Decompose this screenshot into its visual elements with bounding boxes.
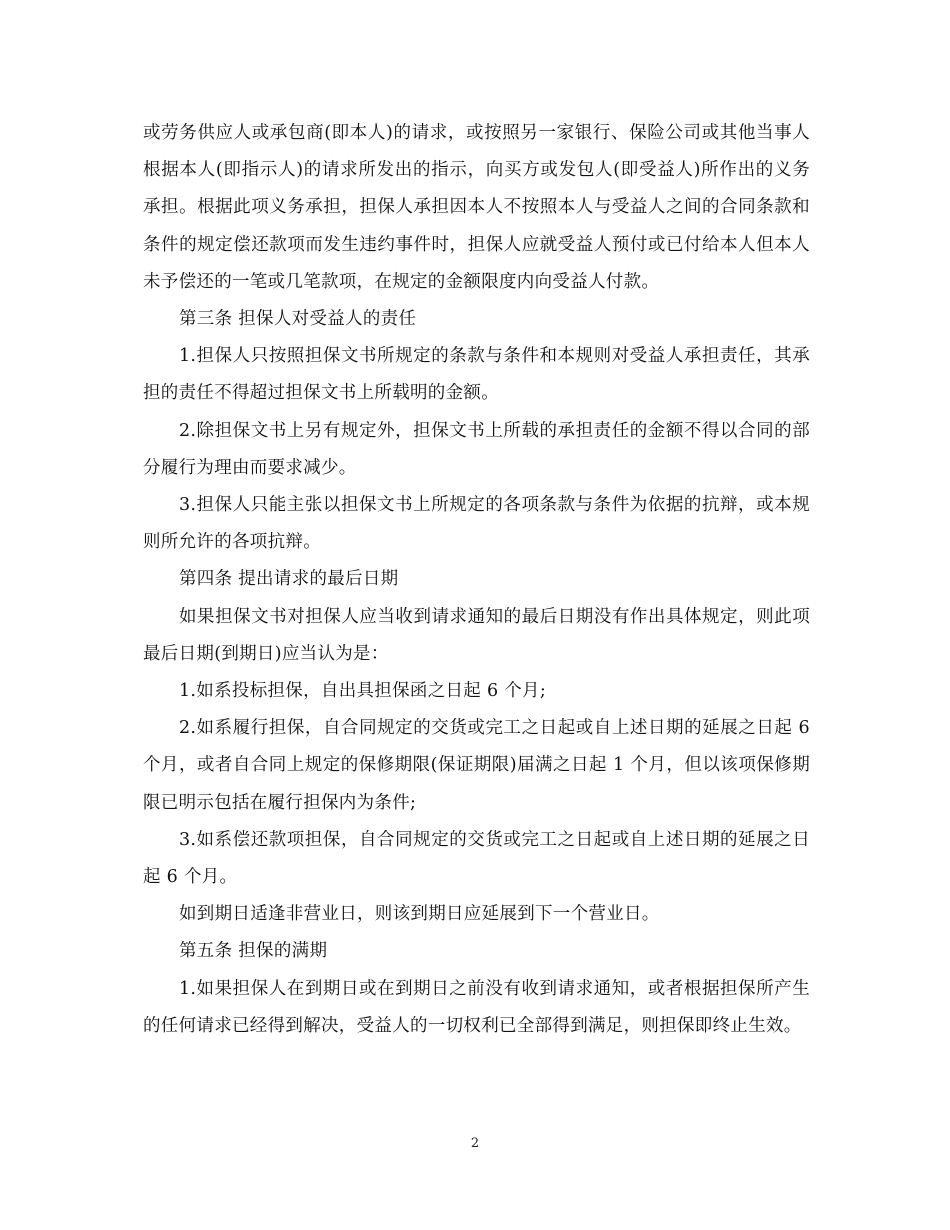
paragraph: 如到期日适逢非营业日，则该到期日应延展到下一个营业日。 bbox=[179, 904, 660, 925]
page-number: 2 bbox=[470, 1136, 480, 1151]
article-heading: 第五条 担保的满期 bbox=[179, 941, 328, 962]
document-body bbox=[143, 115, 810, 1045]
paragraph: 1.如果担保人在到期日或在到期日之前没有收到请求通知，或者根据担保所产生的任何请求已经得到解决，受益人的一切权利已全部得到满足，则担保即终止生效。 bbox=[143, 978, 810, 1036]
article-heading: 第四条 提出请求的最后日期 bbox=[179, 569, 399, 590]
paragraph: 2.如系履行担保，自合同规定的交货或完工之日起或自上述日期的延展之日起 6 个月，或者自合同上规定的保修期限(保证期限)届满之日起 1 个月，但以该项保修期限已明示包括在履行担保内为条件; bbox=[143, 718, 810, 813]
paragraph: 1.如系投标担保，自出具担保函之日起 6 个月; bbox=[179, 681, 547, 702]
paragraph: 或劳务供应人或承包商(即本人)的请求，或按照另一家银行、保险公司或其他当事人根据本人(即指示人)的请求所发出的指示，向买方或发包人(即受益人)所作出的义务承担。根据此项义务承担，担保人承担因本人不按照本人与受益人之间的合同条款和条件的规定偿还款项而发生违约事件时，担保人应就受益人预付或已付给本人但本人未予偿还的一笔或几笔款项，在规定的金额限度内向受益人付款。 bbox=[143, 123, 810, 292]
paragraph: 3.如系偿还款项担保，自合同规定的交货或完工之日起或自上述日期的延展之日起 6 个月。 bbox=[143, 829, 810, 888]
paragraph: 2.除担保文书上另有规定外，担保文书上所载的承担责任的金额不得以合同的部分履行为理由而要求减少。 bbox=[143, 420, 810, 478]
paragraph: 3.担保人只能主张以担保文书上所规定的各项条款与条件为依据的抗辩，或本规则所允许的各项抗辩。 bbox=[143, 495, 810, 553]
article-heading: 第三条 担保人对受益人的责任 bbox=[179, 309, 417, 330]
paragraph: 如果担保文书对担保人应当收到请求通知的最后日期没有作出具体规定，则此项最后日期(到期日)应当认为是： bbox=[143, 606, 810, 664]
paragraph: 1.担保人只按照担保文书所规定的条款与条件和本规则对受益人承担责任，其承担的责任不得超过担保文书上所载明的金额。 bbox=[143, 346, 810, 404]
